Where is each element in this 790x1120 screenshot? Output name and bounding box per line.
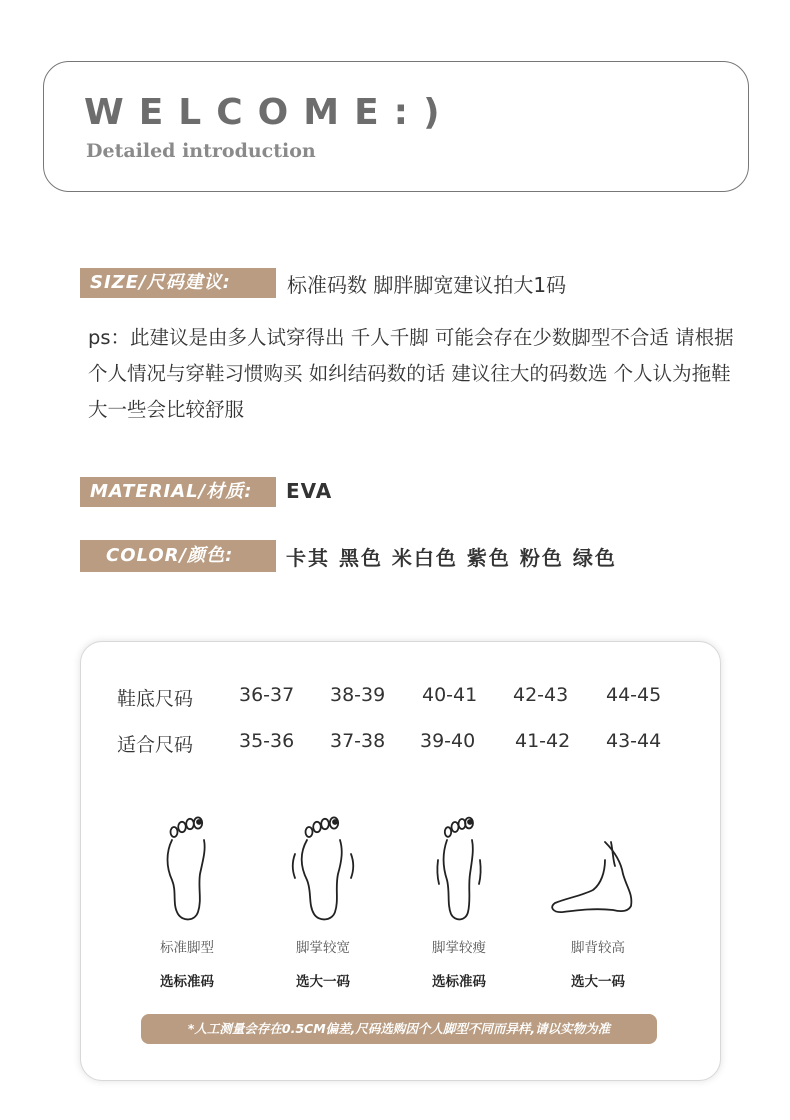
wide-foot-icon: [283, 812, 363, 922]
size-advice-text: 标准码数 脚胖脚宽建议拍大1码: [287, 273, 567, 297]
sole-size-cell: 44-45: [606, 684, 662, 706]
sole-size-label: 鞋底尺码: [117, 688, 194, 710]
color-options-text: 卡其 黑色 米白色 紫色 粉色 绿色: [286, 546, 617, 570]
standard-foot-icon: [152, 812, 222, 922]
fit-size-row: [81, 730, 720, 760]
measurement-note: *人工测量会存在0.5CM偏差,尺码选购因个人脚型不同而异样,请以实物为准: [141, 1014, 657, 1044]
fit-size-cell: 37-38: [330, 730, 386, 752]
high-instep-foot-icon: [543, 812, 653, 922]
fit-size-label: 适合尺码: [117, 734, 194, 756]
sole-size-cell: 36-37: [239, 684, 295, 706]
welcome-title: WELCOME:): [84, 92, 455, 133]
fit-size-cell: 43-44: [606, 730, 662, 752]
size-label-tag: SIZE/尺码建议:: [80, 268, 276, 298]
foot-type-advice: 选标准码: [432, 974, 486, 990]
welcome-box: [43, 61, 749, 192]
fit-size-cell: 35-36: [239, 730, 295, 752]
foot-type-high-instep: [533, 812, 663, 990]
foot-type-thin: [394, 812, 524, 990]
foot-type-desc: 脚背较高: [571, 940, 625, 956]
material-value: EVA: [286, 479, 333, 503]
foot-type-desc: 脚掌较宽: [296, 940, 350, 956]
foot-type-standard: [122, 812, 252, 990]
size-chart-card: [80, 641, 721, 1081]
thin-foot-icon: [419, 812, 499, 922]
fit-size-cell: 39-40: [420, 730, 476, 752]
color-label-tag: COLOR/颜色:: [80, 540, 276, 572]
foot-type-advice: 选标准码: [160, 974, 214, 990]
sole-size-cell: 38-39: [330, 684, 386, 706]
welcome-subtitle: Detailed introduction: [86, 140, 316, 162]
foot-type-desc: 脚掌较瘦: [432, 940, 486, 956]
fit-size-cell: 41-42: [515, 730, 571, 752]
size-ps-text: ps：此建议是由多人试穿得出 千人千脚 可能会存在少数脚型不合适 请根据个人情况与穿鞋习惯购买 如纠结码数的话 建议往大的码数选 个人认为拖鞋大一些会比较舒服: [88, 326, 734, 421]
sole-size-cell: 42-43: [513, 684, 569, 706]
sole-size-cell: 40-41: [422, 684, 478, 706]
foot-type-advice: 选大一码: [296, 974, 350, 990]
foot-type-wide: [258, 812, 388, 990]
material-label-tag: MATERIAL/材质:: [80, 477, 276, 507]
foot-type-desc: 标准脚型: [160, 940, 214, 956]
sole-size-row: [81, 684, 720, 714]
foot-type-advice: 选大一码: [571, 974, 625, 990]
